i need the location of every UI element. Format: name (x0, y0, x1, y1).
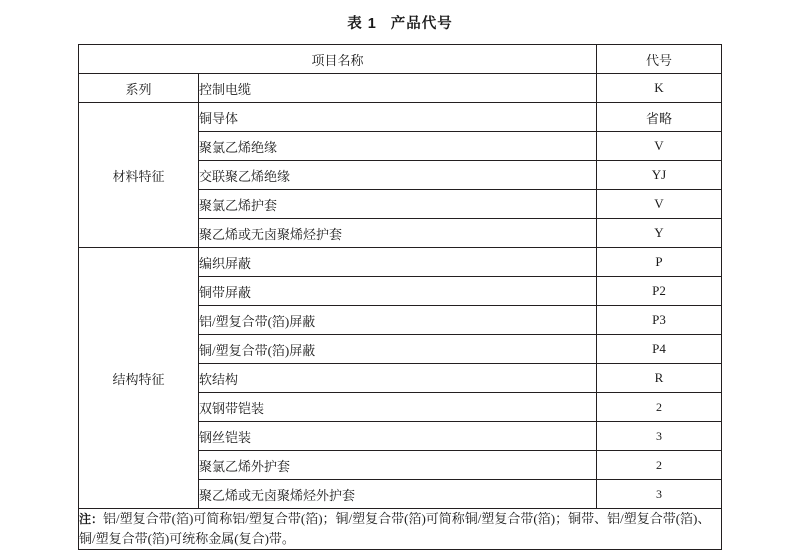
table-title-number: 表 1 (347, 16, 377, 32)
code-value: R (597, 364, 722, 393)
code-value: 省略 (597, 103, 722, 132)
code-value: 3 (597, 422, 722, 451)
code-value: P3 (597, 306, 722, 335)
product-code-table (78, 44, 722, 550)
item-label: 聚乙烯或无卤聚烯烃护套 (198, 219, 596, 248)
item-label: 聚氯乙烯绝缘 (198, 132, 596, 161)
item-label: 控制电缆 (198, 74, 596, 103)
item-label: 聚乙烯或无卤聚烯烃外护套 (198, 480, 596, 509)
table-body (78, 74, 721, 550)
item-label: 聚氯乙烯外护套 (198, 451, 596, 480)
code-value: V (597, 132, 722, 161)
item-label: 铜带屏蔽 (198, 277, 596, 306)
code-value: P4 (597, 335, 722, 364)
code-value: V (597, 190, 722, 219)
table-header-row (78, 45, 721, 74)
code-value: 3 (597, 480, 722, 509)
item-label: 编织屏蔽 (198, 248, 596, 277)
item-label: 钢丝铠装 (198, 422, 596, 451)
table-note-row (78, 509, 721, 550)
code-value: P (597, 248, 722, 277)
table-row (78, 103, 721, 132)
table-header (78, 45, 721, 74)
item-label: 铜导体 (198, 103, 596, 132)
table-row (78, 74, 721, 103)
note-label: 注： (78, 512, 103, 526)
table-title-text: 产品代号 (390, 16, 453, 32)
item-label: 双钢带铠装 (198, 393, 596, 422)
code-value: YJ (597, 161, 722, 190)
code-value: 2 (597, 393, 722, 422)
code-value: Y (597, 219, 722, 248)
table-note (78, 509, 721, 550)
note-text: 铝/塑复合带(箔)可简称铝/塑复合带(箔)；铜/塑复合带(箔)可简称铜/塑复合带(箔)；铜带、铝/塑复合带(箔)、铜/塑复合带(箔)可统称金属(复合)带。 (78, 511, 711, 547)
table-row (78, 248, 721, 277)
item-label: 交联聚乙烯绝缘 (198, 161, 596, 190)
item-label: 铜/塑复合带(箔)屏蔽 (198, 335, 596, 364)
item-label: 铝/塑复合带(箔)屏蔽 (198, 306, 596, 335)
category-series: 系列 (78, 74, 198, 103)
table-title (0, 0, 800, 44)
item-label: 聚氯乙烯护套 (198, 190, 596, 219)
header-code: 代号 (597, 45, 722, 74)
category-material: 材料特征 (78, 103, 198, 248)
category-structure: 结构特征 (78, 248, 198, 509)
code-value: P2 (597, 277, 722, 306)
code-value: 2 (597, 451, 722, 480)
code-value: K (597, 74, 722, 103)
item-label: 软结构 (198, 364, 596, 393)
header-item-name: 项目名称 (78, 45, 596, 74)
